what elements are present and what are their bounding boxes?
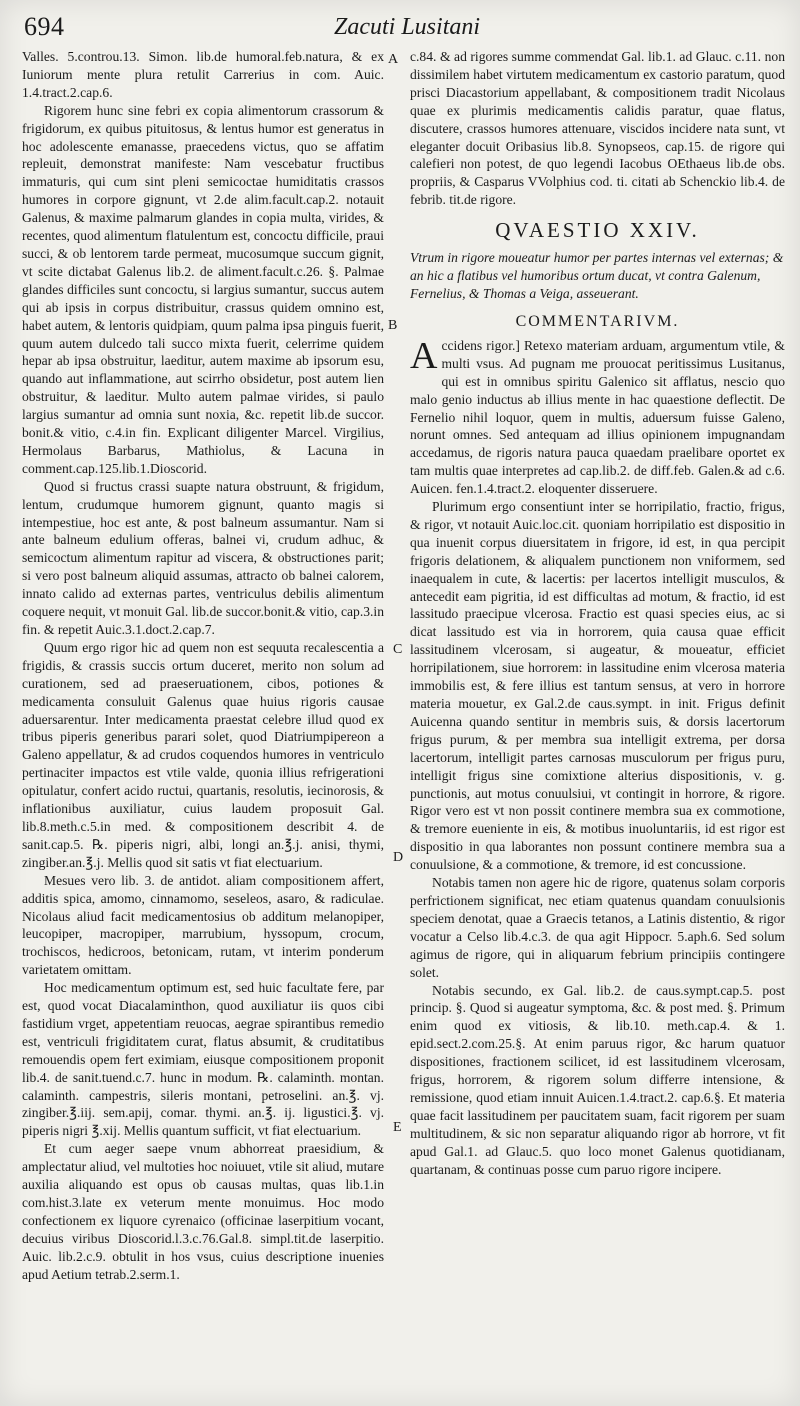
commentary-first-text: ccidens rigor.] Retexo materiam arduam, argumentum vtile, & multi vsus. Ad pugnam me prouocat peritissimus Lusitanus, qui est in omnibus spiritu Galenico sit afflatus, nescio quo malo genio inductus ab illius mente in hac quaestione deflectit. De Fernelio nihil loquor, quem in multis, aduersum fuisse Galeno, norunt omnes. Sed antequam ad illius opinionem impugnandam accedamus, de rigoris natura pauca quaedam praelibare oportet ex tam multis quae interpretes ad cap.lib.2. de diff.feb. Galen.& ad c.6. Auicen. fen.1.4.tract.2. eloquenter disseruere. [410,337,785,497]
left-paragraph-1: Valles. 5.controu.13. Simon. lib.de humoral.feb.natura, & ex Iuniorum mente plura retulit Carrerius in com. Auic. 1.4.tract.2.cap.6. [22,49,384,100]
right-paragraph-2: Plurimum ergo consentiunt inter se horripilatio, fractio, frigus, & rigor, vt notauit Auic.loc.cit. quoniam horripilatio est dispositio in qua inuenit corpus diuersitatem in frigore, id est, in qua percipit frigoris delationem, & aliqualem punctionem non vniformem, sed inaequalem in cute, & lacertis: per lacertos intelligit musculos, & antecedit eam pigritia, id est difficultas ad motum, & fractio, id est lassitudo praecipue vlcerosa. Fractio est quasi species eius, ac si dicat lassitudo est via in horrorem, quia causa quae efficit lassitudinem vlcerosam, si augeatur, & moueatur, efficiet horripilationem, siue horrorem: in lassitudine enim vlcerosa materia immobilis est, & fere illius est tantum sensus, at vero in horrore materia mouetur, ex Gal.2.de caus.sympt. in init. Frigus definit Auicenna quando sentitur in membris suis, & dorsis lacertorum frigus purum, & per membra sua intelligit extrema, per dorsa lacertorum, intelligit partes carnosas musculorum per frigus puru, intelligit frigus sine comixtione alterius dispositionis, v. g. punctionis, aut motus conuulsiui, vt contingit in horrore, & rigore. Rigor vero est vt non possit continere membra sua ex commotione, & tremore eueniente in eis, & motibus inuoluntariis, id est rigor est dispositio in qua laborantes non possunt continere membra sua a conuulsione, & a commotione, & tremore, id est concussione. [410,499,785,873]
commentary-first-paragraph [410,334,785,498]
right-column [410,48,785,1398]
margin-marker-c: C [393,642,403,657]
margin-marker-b: B [388,318,398,333]
left-paragraph-3: Quod si fructus crassi suapte natura obstruunt, & frigidum, lentum, crudumque humorem gignunt, quanto magis si intempestiue, hoc est ante, & post balneum assumantur. Nam si ante balneum edulium offeras, balnei vi, crudum adhuc, & semicoctum alimentum rapitur ad viscera, & obstructiones parit; si vero post balneum aliquid assumas, attracto ob balnei calorem, innato calido ad externas partes, ventriculus debilis alimentum coquere nequit, vt monuit Gal. lib.de succor.bonit.& vitio, cap.3.in fin. & repetit Auic.3.1.doct.2.cap.7. [22,478,384,637]
page-number: 694 [24,12,65,41]
commentary-heading: COMMENTARIVM. [515,312,680,330]
right-intro-paragraph: c.84. & ad rigores summe commendat Gal. lib.1. ad Glauc. c.11. non dissimilem habet virtutem medicamentum ex castorio paratum, quod prisci Diacastorium appellabant, & compositionem tradit Nicolaus quae ex plurimis medicamentis calidis paratur, quae flatus, discutere, crassos humores attenuare, viscidos incidere nata sunt, vt eleganter docuit Oribasius lib.8. Synopseos, cap.15. de rigore qui calefieri non potest, de quo legendi Iacobus OEthaeus lib.de obs. propriis, & Casparus VVolphius cod. ti. citati ab Schenckio lib.4. de febrib. tit.de rigore. [410,49,785,208]
left-paragraph-7: Et cum aeger saepe vnum abhorreat praesidium, & amplectatur aliud, vel multoties hoc noiuuet, vtile sit aliud, mutare auxilia aliquando est opus ob causas multas, quas lib.1.in com.hist.3.late ex veterum mente monuimus. Hoc modo confectionem ex liquore cyrenaico (officinae laserpitium vocant, decuius viribus Dioscorid.l.3.c.76.Gal.8. simpl.tit.de laserpitio. Auic. lib.2.c.9. obtulit in hos vsus, cuius descriptione inuenies apud Aetium tetrab.2.serm.1. [22,1141,384,1282]
margin-marker-e: E [393,1120,402,1135]
page-header [24,12,782,42]
drop-cap-letter: A [410,334,438,377]
right-paragraph-3: Notabis tamen non agere hic de rigore, quatenus solam corporis perfrictionem significat, nec etiam quatenus quandam conuulsionis speciem denotat, quae a Graecis tetanos, a Latinis distentio, & rigor vocatur a Celso lib.4.c.3. de qua agit Hippocr. 5.aph.6. Sed solum agimus de rigore, qui in aliquarum febrium principiis contingere solet. [410,875,785,980]
question-subtitle: Vtrum in rigore moueatur humor per partes internas vel externas; & an hic a flatibus vel humoribus ortum ducat, vt contra Galenum, Fernelius, & Thomas a Veiga, asseuerant. [410,250,784,301]
running-title: Zacuti Lusitani [334,14,481,40]
margin-marker-a: A [388,52,399,67]
margin-marker-d: D [393,850,404,865]
left-paragraph-5: Mesues vero lib. 3. de antidot. aliam compositionem affert, additis spica, amomo, cinnamomo, seseleos, asaro, & radiculae. Nicolaus aliud facit medicamentosius ob additum melanopiper, leucopiper, macropiper, marrubium, hyssopum, crocum, trochiscos, hedicroos, betonicam, rutam, vt interim ponderum varietatem omittam. [22,872,384,978]
left-paragraph-2: Rigorem hunc sine febri ex copia alimentorum crassorum & frigidorum, ex quibus pituitosus, & lentus humor est generatus in hoc adolescente emanasse, praecedens victus, quo se affatim repleuit, demonstrat manifeste: Nam vescebatur fructibus immaturis, qui cum sint pleni semicoctae humiditatis crassos humores in corpore gignunt, vt 2.de alim.facult.cap.2. notauit Galenus, & maxime palmarum glandes in copia multa, virides, & recentes, quod alimentum flatulentum est, concoctu difficile, praui succi, & ob lentorem tarde permeat, mucosumque succum gignit, vt scite dictabat Galenus lib.2. de aliment.facult.c.26. §. Palmae glandes difficiles sunt concoctu, si largius sumantur, succus autem qui ab ipsis in corpus distribuitur, crassus quidem omnino est, habet autem, & lentoris quidpiam, quum palma ipsa pinguis fuerit, quum autem dulcedo tali succo mixta fuerit, celerrime quidem hepar ab ipsa obstruitur, laeditur, autem maxime ab ipsorum esu, quando aut inflammatione, aut scirrho obsidetur, post autem lien obstruitur, & laeditur. Multo autem palmae virides, si paulo largius sumantur ad omnia sunt noxia, &c. repetit lib.de succor. bonit.& vitio, c.4.in fin. Explicant diligenter Marcel. Virgilius, Hermolaus Barbarus, Mathiolus, & Lacuna in comment.cap.125.lib.1.Dioscorid. [22,102,384,476]
left-paragraph-6: Hoc medicamentum optimum est, sed huic facultate fere, par est, quod vocat Diacalaminthon, quod auxiliatur iis quos cibi fastidium vrget, appetentiam reuocas, aegrae spirantibus remedio est, ventriculi frigiditatem curat, flatus absumit, & cruditatibus remouendis opem fert eximiam, eiusque compositionem proponit lib.4. de sanit.tuend.c.7. hunc in modum. ℞. calaminth. montan. calaminth. campestris, sileris montani, petroselini. an.℥. vj. zingiber.℥.iij. sem.apij, comar. thymi. an.℥. ij. ligustici.℥. vj. piperis nigri ℥.xij. Mellis quantum sufficit, vt fiat electuarium. [22,980,384,1139]
question-heading: QVAESTIO XXIV. [495,218,700,243]
right-paragraph-4: Notabis secundo, ex Gal. lib.2. de caus.sympt.cap.5. post princip. §. Quod si augeatur symptoma, &c. & post med. §. Primum enim quod ex vitiosis, & lib.10. meth.cap.4. & 1. epid.sect.2.com.25.§. At enim paruus rigor, &c harum quatuor dispositiones, fractionem scilicet, id est lassitudinem vlcerosam, frigus, horrorem, & rigorem solum differre intensione, & remissione, quod etiam innuit Auicen.1.4.tract.2. cap.6.§. Et materia quae facit lassitudinem per paucitatem suam, facit rigorem per suam multitudinem, & sic non separatur aliquando rigor ab horrore, vt fit apud Gal.1. ad Glauc.5. quo loco monet Galenus quotidianam, quartanam, & continuas posse cum paruo rigore incipere. [410,982,785,1177]
left-paragraph-4: Quum ergo rigor hic ad quem non est sequuta recalescentia a frigidis, & crassis succis ortum duceret, merito non solum ad curationem, sed ad praeseruationem, cibos, potiones & medicamenta consuluit Galenus quae huius rigoris causae aduersarentur. Inter medicamenta praestat celebre illud quod ex tribus piperis generibus parari solet, quod Diatriumpipereon a Galeno appellatur, & ad crudos coquendos humores in ventriculo pertinaciter impactos est vtile valde, quonia illius refrigerationi opitulatur, confert acido ructui, quartanis, resolutis, iecinorosis, & inflationibus auxiliatur, cuius laudem proposuit Gal. lib.8.meth.c.5.in med. & compositionem describit 4. de sanit.cap.5. ℞. piperis nigri, albi, longi an.℥.j. anisi, thymi, zingiber.an.℥.j. Mellis quod sit satis vt fiat electuarium. [22,639,384,870]
left-column [22,48,384,1398]
